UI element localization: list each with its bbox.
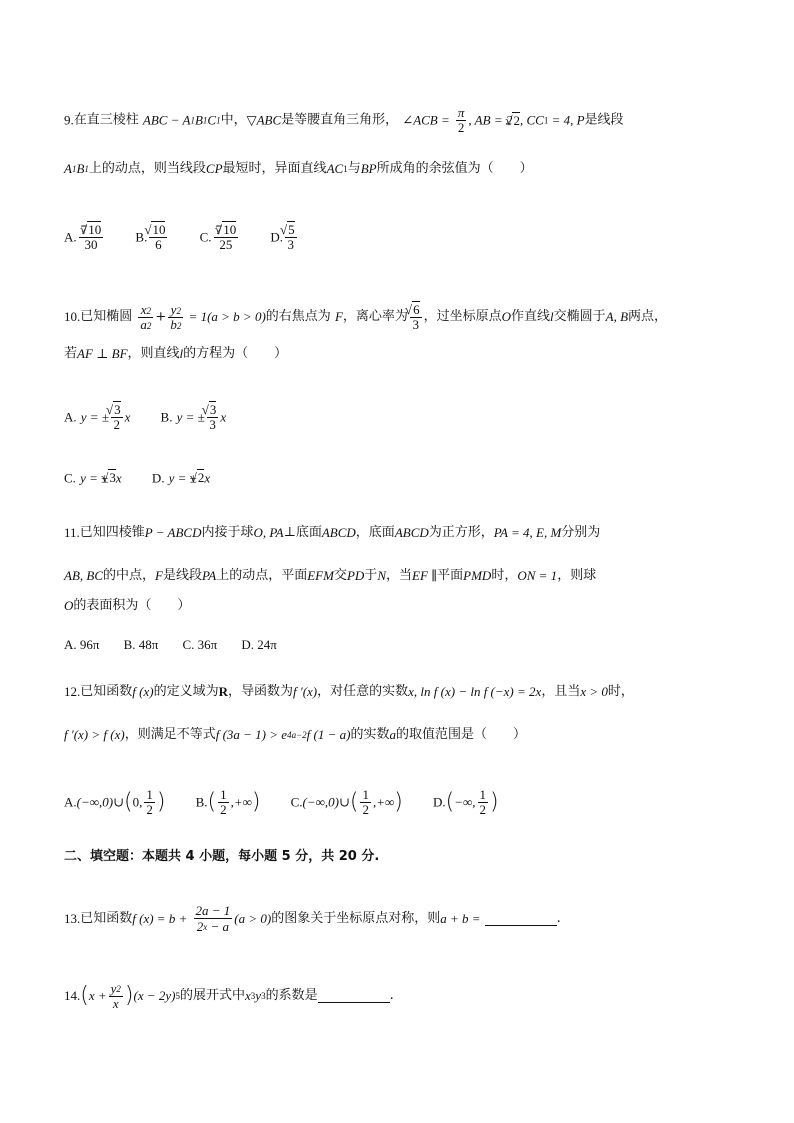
- q11-line1: 11.已知四棱锥P − ABCD内接于球O, PA⊥底面ABCD，底面ABCD为正方形，PA = 4, E, M分别为: [64, 525, 601, 540]
- option-d[interactable]: D. √ $\frac{5}{3}$: [270, 230, 298, 245]
- q11-options: [64, 636, 297, 655]
- q9-line1: 9.在直三棱柱 ABC − A1B1C1中，▽ABC是等腰直角三角形， ∠ACB = $\frac{\pi}{2}$ , AB = 2√ 2, CC1 = 4, P是线段: [64, 106, 624, 135]
- option-b[interactable]: B. y = ± √ $\frac{3}{3}$ x: [161, 410, 227, 425]
- q10-options-cd: [64, 469, 236, 488]
- q11-line3: O的表面积为（ ）: [64, 598, 191, 613]
- option-a[interactable]: A. y = ± √ $\frac{3}{2}$ x: [64, 410, 130, 425]
- option-d[interactable]: D. y = ±√ 2x: [152, 471, 210, 486]
- q9-options: [64, 222, 325, 252]
- fraction: $\frac{\pi}{2}$: [457, 105, 465, 135]
- q12-line1: 12.已知函数f (x)的定义域为R，导函数为f ′(x)，对任意的实数x, ln f (x) − ln f (−x) = 2x，且当x > 0时，: [64, 684, 634, 699]
- q13: 13.已知函数f (x) = b + $\frac{2a - 1}{2x - a}$ (a > 0)的图象关于坐标原点对称，则a + b = .: [64, 903, 561, 935]
- q10-line2: 若AF ⊥ BF，则直线l的方程为（ ）: [64, 346, 288, 361]
- section-heading: 二、填空题：本题共 4 小题，每小题 5 分，共 20 分.: [64, 849, 380, 864]
- option-d[interactable]: D.(−∞, $\frac{1}{2}$ ): [433, 787, 499, 817]
- option-c[interactable]: C.(−∞,0)∪( $\frac{1}{2}$ ,+∞): [290, 787, 403, 817]
- q12-options: [64, 788, 525, 817]
- q10-line1: 10.已知椭圆 $\frac{x2}{a2}$ + $\frac{y2}{b2}$ = 1(a > b > 0)的右焦点为 F，离心率为 √ $\frac{6}{3}$ ，过坐标原点O作直线l交椭圆于A, B两点，: [64, 302, 667, 332]
- option-a[interactable]: A. $\frac{7√ 10}{30}$: [64, 230, 105, 245]
- q12-line2: f ′(x) > f (x)，则满足不等式f (3a − 1) > e4a−2f (1 − a)的实数a的取值范围是（ ）: [64, 727, 526, 742]
- option-b[interactable]: B. √ $\frac{10}{6}$: [135, 230, 169, 245]
- q11-line2: AB, BC的中点，F是线段PA上的动点，平面EFM交PD于N，当EF ∥平面PMD时，ON = 1，则球: [64, 568, 597, 583]
- option-a[interactable]: A. 96π: [64, 637, 100, 652]
- q10-options-ab: [64, 402, 252, 432]
- option-d[interactable]: D. 24π: [241, 637, 277, 652]
- answer-blank[interactable]: [318, 990, 390, 1003]
- option-c[interactable]: C. y = ±√ 3x: [64, 471, 122, 486]
- q14: 14.(x + $\frac{y2}{x}$ )(x − 2y)5的展开式中x3y3的系数是 .: [64, 981, 394, 1012]
- option-b[interactable]: B. 48π: [123, 637, 159, 652]
- option-c[interactable]: C. 36π: [182, 637, 218, 652]
- option-a[interactable]: A.(−∞,0)∪(0, $\frac{1}{2}$ ): [64, 787, 166, 817]
- q9-line2: A1B1上的动点，则当线段CP最短时，异面直线AC1与BP所成角的余弦值为（ ）: [64, 161, 533, 176]
- option-b[interactable]: B.( $\frac{1}{2}$ ,+∞): [195, 787, 261, 817]
- answer-blank[interactable]: [485, 913, 557, 926]
- option-c[interactable]: C. $\frac{7√ 10}{25}$: [200, 230, 241, 245]
